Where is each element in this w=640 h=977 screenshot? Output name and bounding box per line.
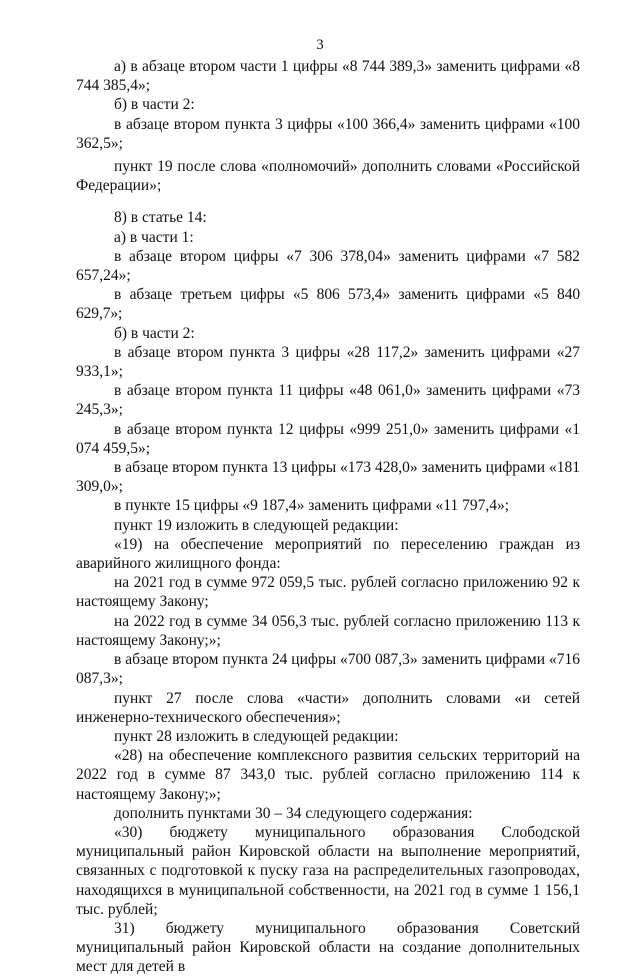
page-number: 3 <box>316 37 324 53</box>
paragraph: б) в части 2: <box>114 96 195 114</box>
paragraph: в абзаце втором пункта 3 цифры «28 117,2» заменить цифрами «27 933,1»; <box>76 343 580 381</box>
paragraph: в абзаце втором цифры «7 306 378,04» заменить цифрами «7 582 657,24»; <box>76 247 580 285</box>
paragraph: а) в части 1: <box>114 228 194 246</box>
paragraph: «19) на обеспечение мероприятий по переселению граждан из аварийного жилищного фонда: <box>76 535 580 573</box>
paragraph: на 2021 год в сумме 972 059,5 тыс. рублей согласно приложению 92 к настоящему Закону; <box>76 574 580 611</box>
paragraph: 31) бюджету муниципального образования Советский муниципальный район Кировской области на создание дополнительных мест для детей в <box>76 919 580 976</box>
paragraph: в пункте 15 цифры «9 187,4» заменить цифрами «11 797,4»; <box>114 497 510 515</box>
paragraph: дополнить пунктами 30 – 34 следующего содержания: <box>114 804 473 822</box>
paragraph: в абзаце втором пункта 24 цифры «700 087,3» заменить цифрами «716 087,3»; <box>76 651 580 688</box>
paragraph: б) в части 2: <box>114 324 195 342</box>
paragraph: в абзаце втором пункта 12 цифры «999 251,0» заменить цифрами «1 074 459,5»; <box>76 420 580 457</box>
paragraph: пункт 19 изложить в следующей редакции: <box>114 516 399 534</box>
document-body <box>76 57 580 977</box>
paragraph: на 2022 год в сумме 34 056,3 тыс. рублей согласно приложению 113 к настоящему Закону;»; <box>76 612 580 649</box>
paragraph: в абзаце втором пункта 11 цифры «48 061,0» заменить цифрами «73 245,3»; <box>76 382 580 419</box>
paragraph: «30) бюджету муниципального образования Слободской муниципальный район Кировской области на выполнение мероприятий, связанных с подготовкой к пуску газа на распределительных газопроводах, находящихся в муниципальной собственности, на 2021 год в сумме 1 156,1 тыс. рублей; <box>76 823 580 918</box>
paragraph: в абзаце втором пункта 13 цифры «173 428,0» заменить цифрами «181 309,0»; <box>76 459 580 496</box>
paragraph: в абзаце третьем цифры «5 806 573,4» заменить цифрами «5 840 629,7»; <box>76 286 580 323</box>
paragraph: 8) в статье 14: <box>114 209 207 227</box>
paragraph: пункт 19 после слова «полномочий» дополнить словами «Российской Федерации»; <box>76 158 580 195</box>
paragraph: а) в абзаце втором части 1 цифры «8 744 389,3» заменить цифрами «8 744 385,4»; <box>76 58 580 95</box>
paragraph: пункт 28 изложить в следующей редакции: <box>114 727 399 745</box>
paragraph: пункт 27 после слова «части» дополнить словами «и сетей инженерно-технического обеспечения»; <box>76 689 580 726</box>
paragraph: в абзаце втором пункта 3 цифры «100 366,4» заменить цифрами «100 362,5»; <box>76 115 580 152</box>
paragraph: «28) на обеспечение комплексного развития сельских территорий на 2022 год в сумме 87 343,0 тыс. рублей согласно приложению 114 к настоящему Закону;»; <box>76 747 580 803</box>
